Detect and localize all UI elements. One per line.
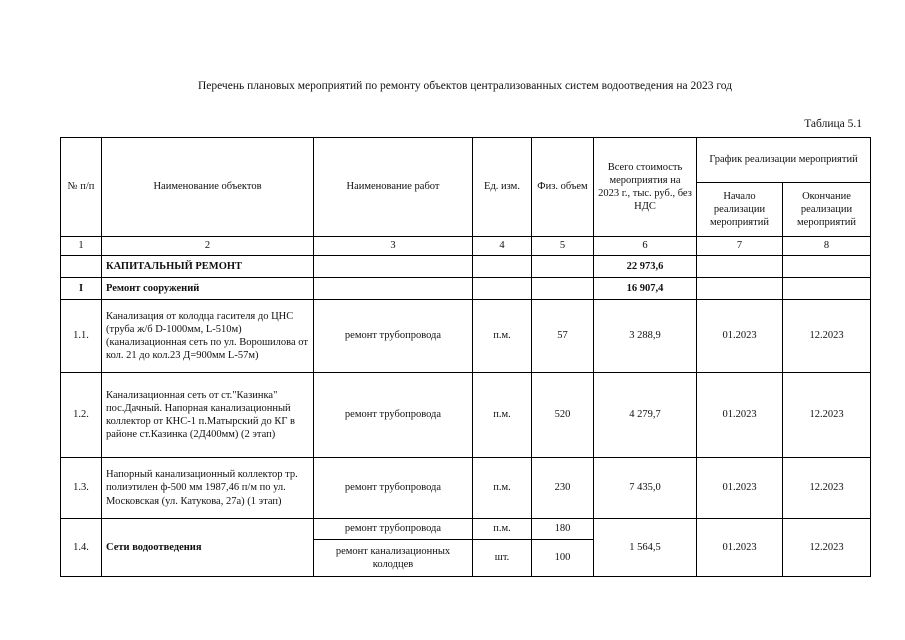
- row-volume: 100: [532, 540, 594, 577]
- row-start: 01.2023: [697, 519, 783, 577]
- table-caption: Таблица 5.1: [804, 118, 862, 130]
- header-cost: Всего стоимость мероприятия на 2023 г., тыс. руб., без НДС: [594, 138, 697, 237]
- row-num: 1.3.: [61, 458, 102, 519]
- section-name: Ремонт сооружений: [102, 278, 314, 300]
- capital-repair-row: [61, 256, 871, 278]
- row-object: Канализация от колодца гасителя до ЦНС (труба ж/б D-1000мм, L-510м) (канализационная сеть по ул. Ворошилова от кол. 21 до кол.23 Д=900мм L-57м): [102, 300, 314, 373]
- row-cost: 3 288,9: [594, 300, 697, 373]
- row-work: ремонт канализационных колодцев: [314, 540, 473, 577]
- row-unit: п.м.: [473, 373, 532, 458]
- row-volume: 180: [532, 519, 594, 540]
- col-number: 2: [102, 237, 314, 256]
- row-object: Напорный канализационный коллектор тр. полиэтилен ф-500 мм 1987,46 п/м по ул. Московская (ул. Катукова, 27а) (1 этап): [102, 458, 314, 519]
- capital-repair-cost: 22 973,6: [594, 256, 697, 278]
- row-num: 1.1.: [61, 300, 102, 373]
- row-volume: 57: [532, 300, 594, 373]
- row-work: ремонт трубопровода: [314, 458, 473, 519]
- table-row: [61, 300, 871, 373]
- section-num: I: [61, 278, 102, 300]
- row-end: 12.2023: [783, 373, 871, 458]
- header-row-1: [61, 138, 871, 183]
- row-cost: 7 435,0: [594, 458, 697, 519]
- row-work: ремонт трубопровода: [314, 519, 473, 540]
- row-object: Канализационная сеть от ст."Казинка" пос.Дачный. Напорная канализационный коллектор от КНС-1 п.Матырский до КГ в районе ст.Казинка (2Д400мм) (2 этап): [102, 373, 314, 458]
- header-work: Наименование работ: [314, 138, 473, 237]
- row-start: 01.2023: [697, 373, 783, 458]
- row-start: 01.2023: [697, 458, 783, 519]
- table-row: [61, 519, 871, 540]
- header-object: Наименование объектов: [102, 138, 314, 237]
- row-volume: 230: [532, 458, 594, 519]
- col-number: 8: [783, 237, 871, 256]
- col-number: 1: [61, 237, 102, 256]
- capital-repair-label: КАПИТАЛЬНЫЙ РЕМОНТ: [102, 256, 314, 278]
- col-number: 4: [473, 237, 532, 256]
- row-cost: 1 564,5: [594, 519, 697, 577]
- row-unit: шт.: [473, 540, 532, 577]
- row-volume: 520: [532, 373, 594, 458]
- header-unit: Ед. изм.: [473, 138, 532, 237]
- row-num: 1.2.: [61, 373, 102, 458]
- row-start: 01.2023: [697, 300, 783, 373]
- table-row: [61, 458, 871, 519]
- row-object: Сети водоотведения: [102, 519, 314, 577]
- header-volume: Физ. объем: [532, 138, 594, 237]
- plan-table: [60, 137, 871, 577]
- row-unit: п.м.: [473, 458, 532, 519]
- row-end: 12.2023: [783, 519, 871, 577]
- col-number: 3: [314, 237, 473, 256]
- column-number-row: [61, 237, 871, 256]
- header-num: № п/п: [61, 138, 102, 237]
- table-row: [61, 373, 871, 458]
- header-schedule: График реализации мероприятий: [697, 138, 871, 183]
- section-cost: 16 907,4: [594, 278, 697, 300]
- header-start: Начало реализации мероприятий: [697, 183, 783, 237]
- col-number: 6: [594, 237, 697, 256]
- col-number: 7: [697, 237, 783, 256]
- section-row: [61, 278, 871, 300]
- row-unit: п.м.: [473, 300, 532, 373]
- row-end: 12.2023: [783, 300, 871, 373]
- row-num: 1.4.: [61, 519, 102, 577]
- row-cost: 4 279,7: [594, 373, 697, 458]
- document-title: Перечень плановых мероприятий по ремонту объектов централизованных систем водоотведения на 2023 год: [197, 80, 733, 92]
- header-end: Окончание реализации мероприятий: [783, 183, 871, 237]
- col-number: 5: [532, 237, 594, 256]
- row-unit: п.м.: [473, 519, 532, 540]
- row-work: ремонт трубопровода: [314, 300, 473, 373]
- row-work: ремонт трубопровода: [314, 373, 473, 458]
- row-end: 12.2023: [783, 458, 871, 519]
